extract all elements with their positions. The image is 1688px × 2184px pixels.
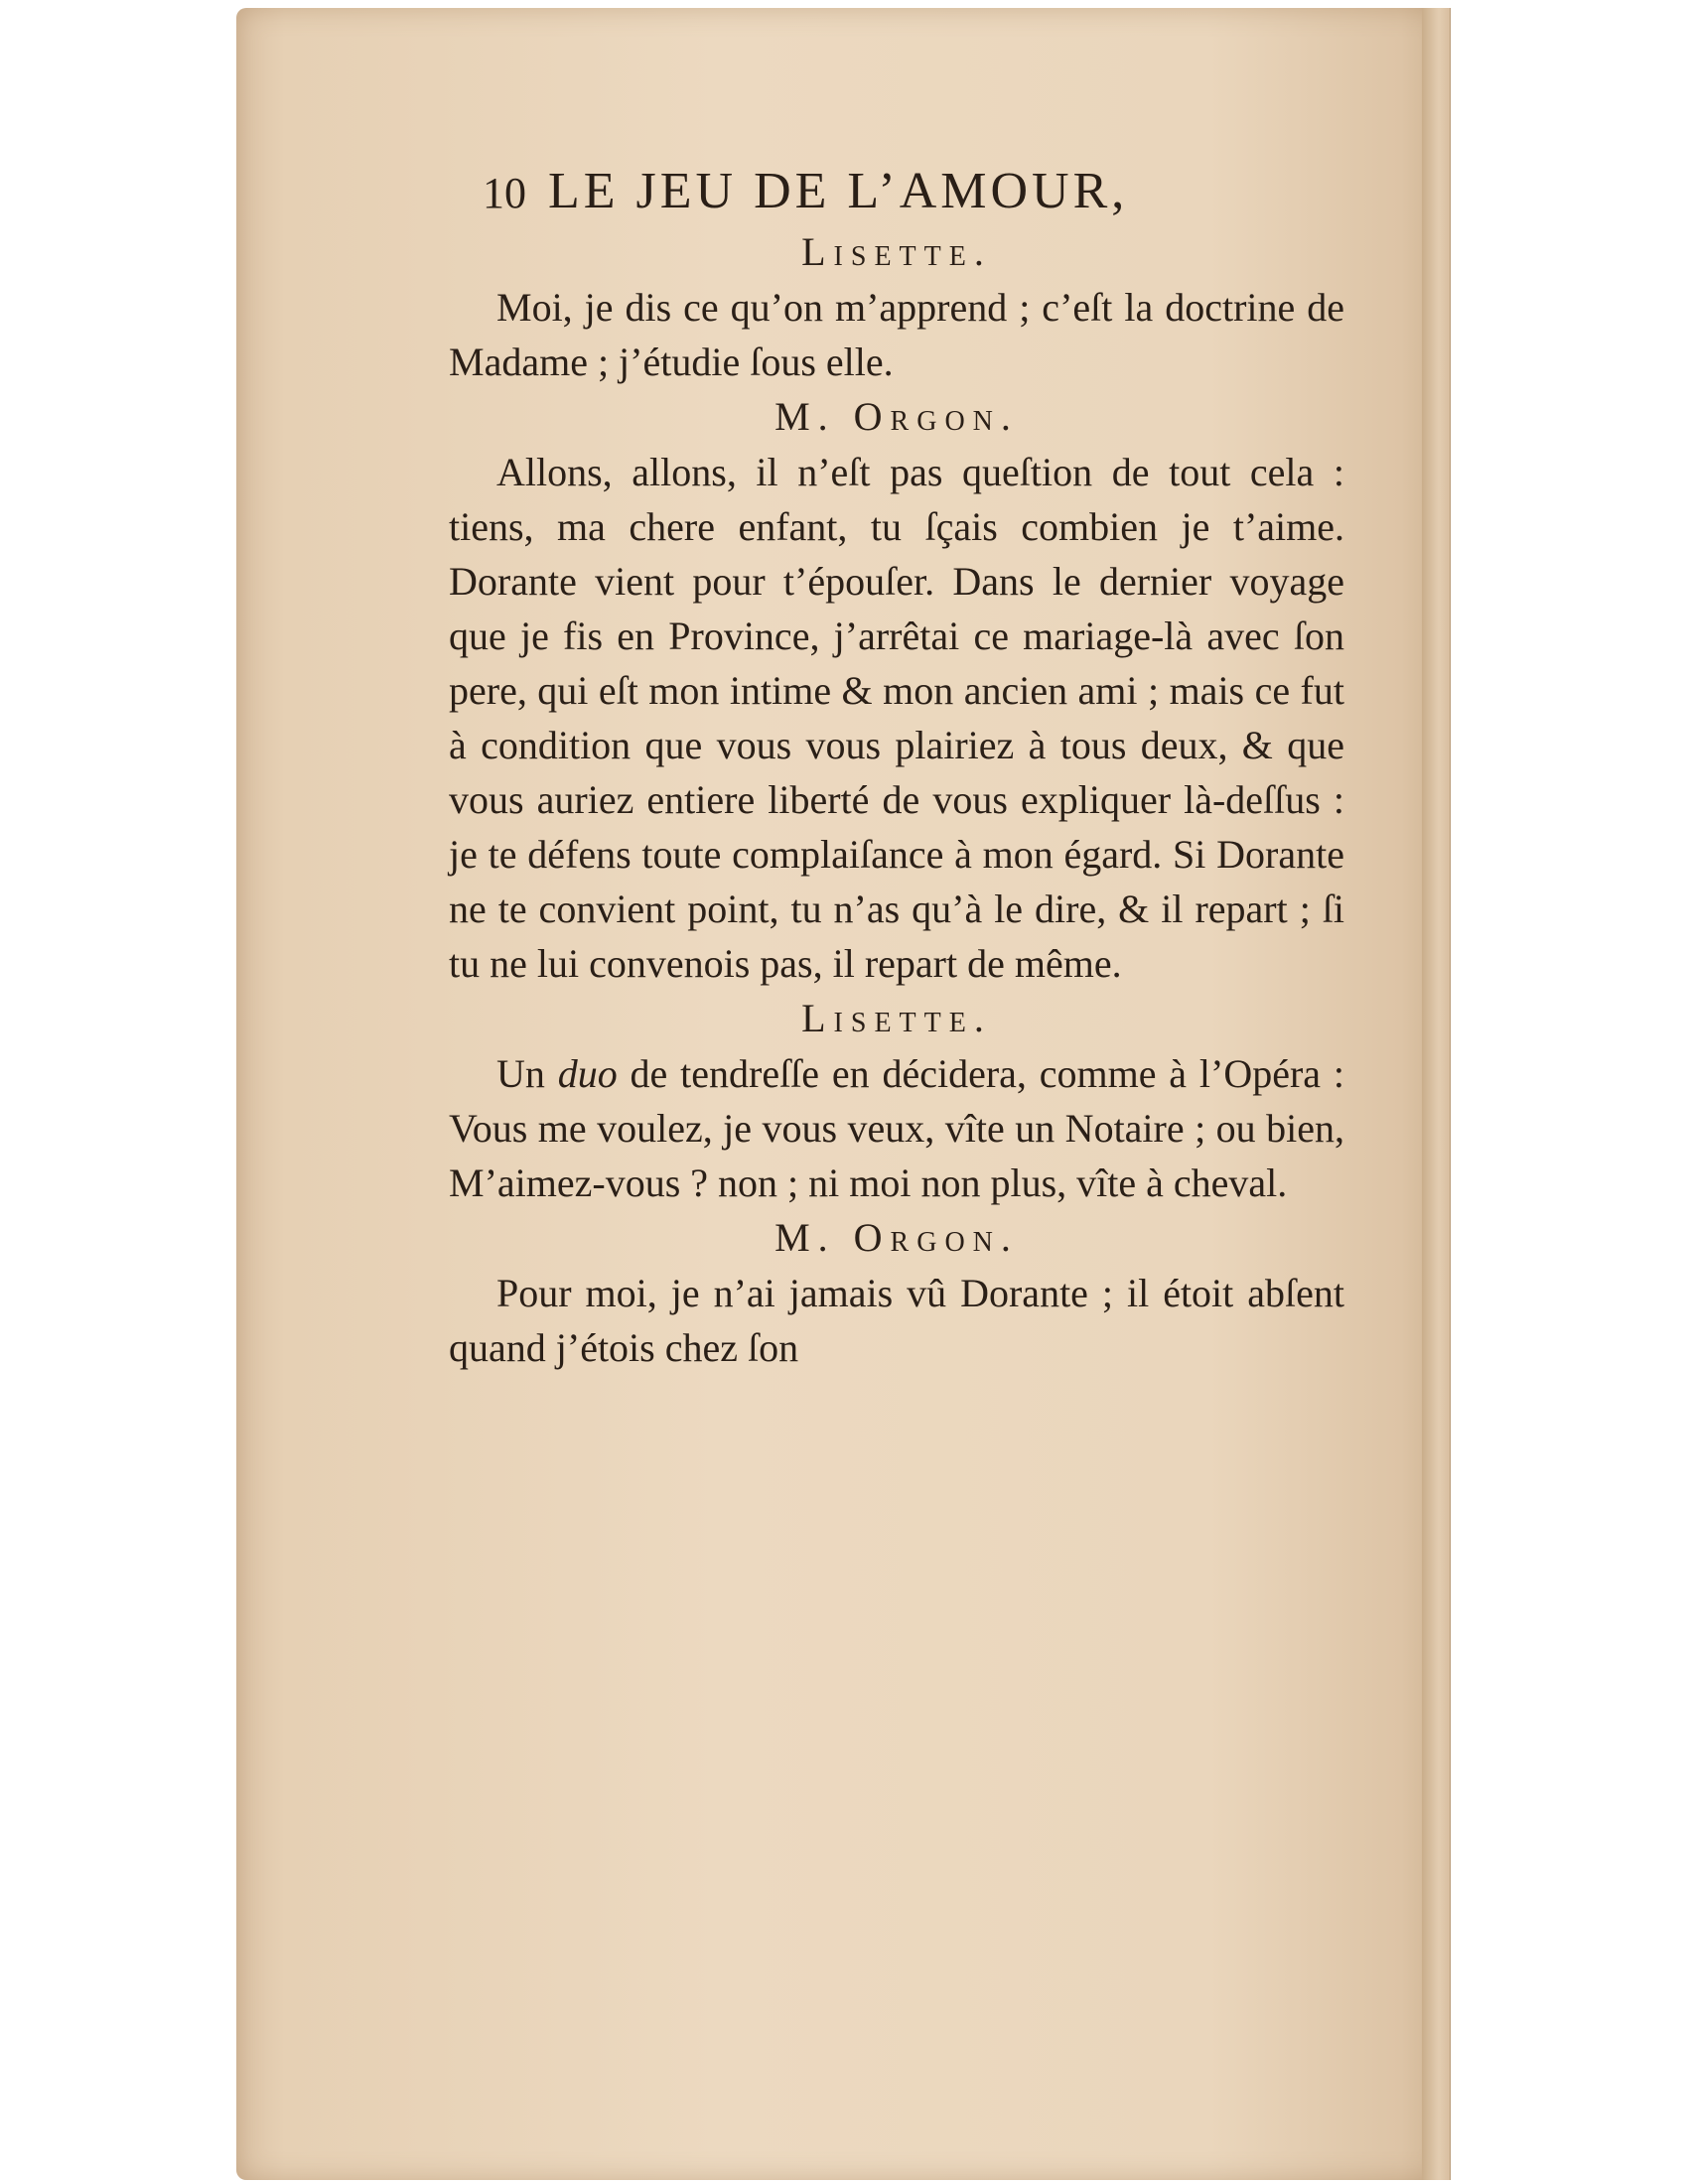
speech-paragraph: Pour moi, je n’ai jamais vû Dorante ; il étoit abſent quand j’étois chez ſon (449, 1271, 1344, 1370)
speaker-name: M. Orgon. (774, 1215, 1019, 1260)
running-head (483, 161, 1344, 224)
speech-text: de tendreſſe en décidera, comme à l’Opéra : Vous me voulez, je vous veux, vîte un Notaire ; ou bien, M’aimez-vous ? non ; ni moi non plus, vîte à cheval. (449, 1051, 1344, 1205)
speaker-name: M. Orgon. (774, 394, 1019, 439)
speech-paragraph: Allons, allons, il n’eſt pas queſtion de tout cela : tiens, ma chere enfant, tu ſçais combien je t’aime. Dorante vient pour t’épouſer. Dans le dernier voyage que je fis en Province, j’arrêtai ce mariage-là avec ſon pere, qui eſt mon intime & mon ancien ami ; mais ce fut à condition que vous vous plairiez à tous deux, & que vous auriez entiere liberté de vous expliquer là-deſſus : je te défens toute complaiſance à mon égard. Si Dorante ne te convient point, tu n’as qu’à le dire, & il repart ; ſi tu ne lui convenois pas, il repart de même. (449, 450, 1344, 986)
page-gutter-edge (1422, 8, 1451, 2180)
speech-paragraph (449, 1046, 1344, 1210)
speaker-name: Lisette. (801, 996, 992, 1040)
page-number: 10 (483, 169, 526, 217)
italic-word: duo (557, 1051, 618, 1096)
running-title: LE JEU DE L’AMOUR, (548, 163, 1129, 219)
page-text (449, 161, 1344, 1375)
speech-text: Un (496, 1051, 558, 1096)
speech-paragraph: Moi, je dis ce qu’on m’apprend ; c’eſt la doctrine de Madame ; j’étudie ſous elle. (449, 285, 1344, 384)
speaker-name: Lisette. (801, 229, 992, 274)
